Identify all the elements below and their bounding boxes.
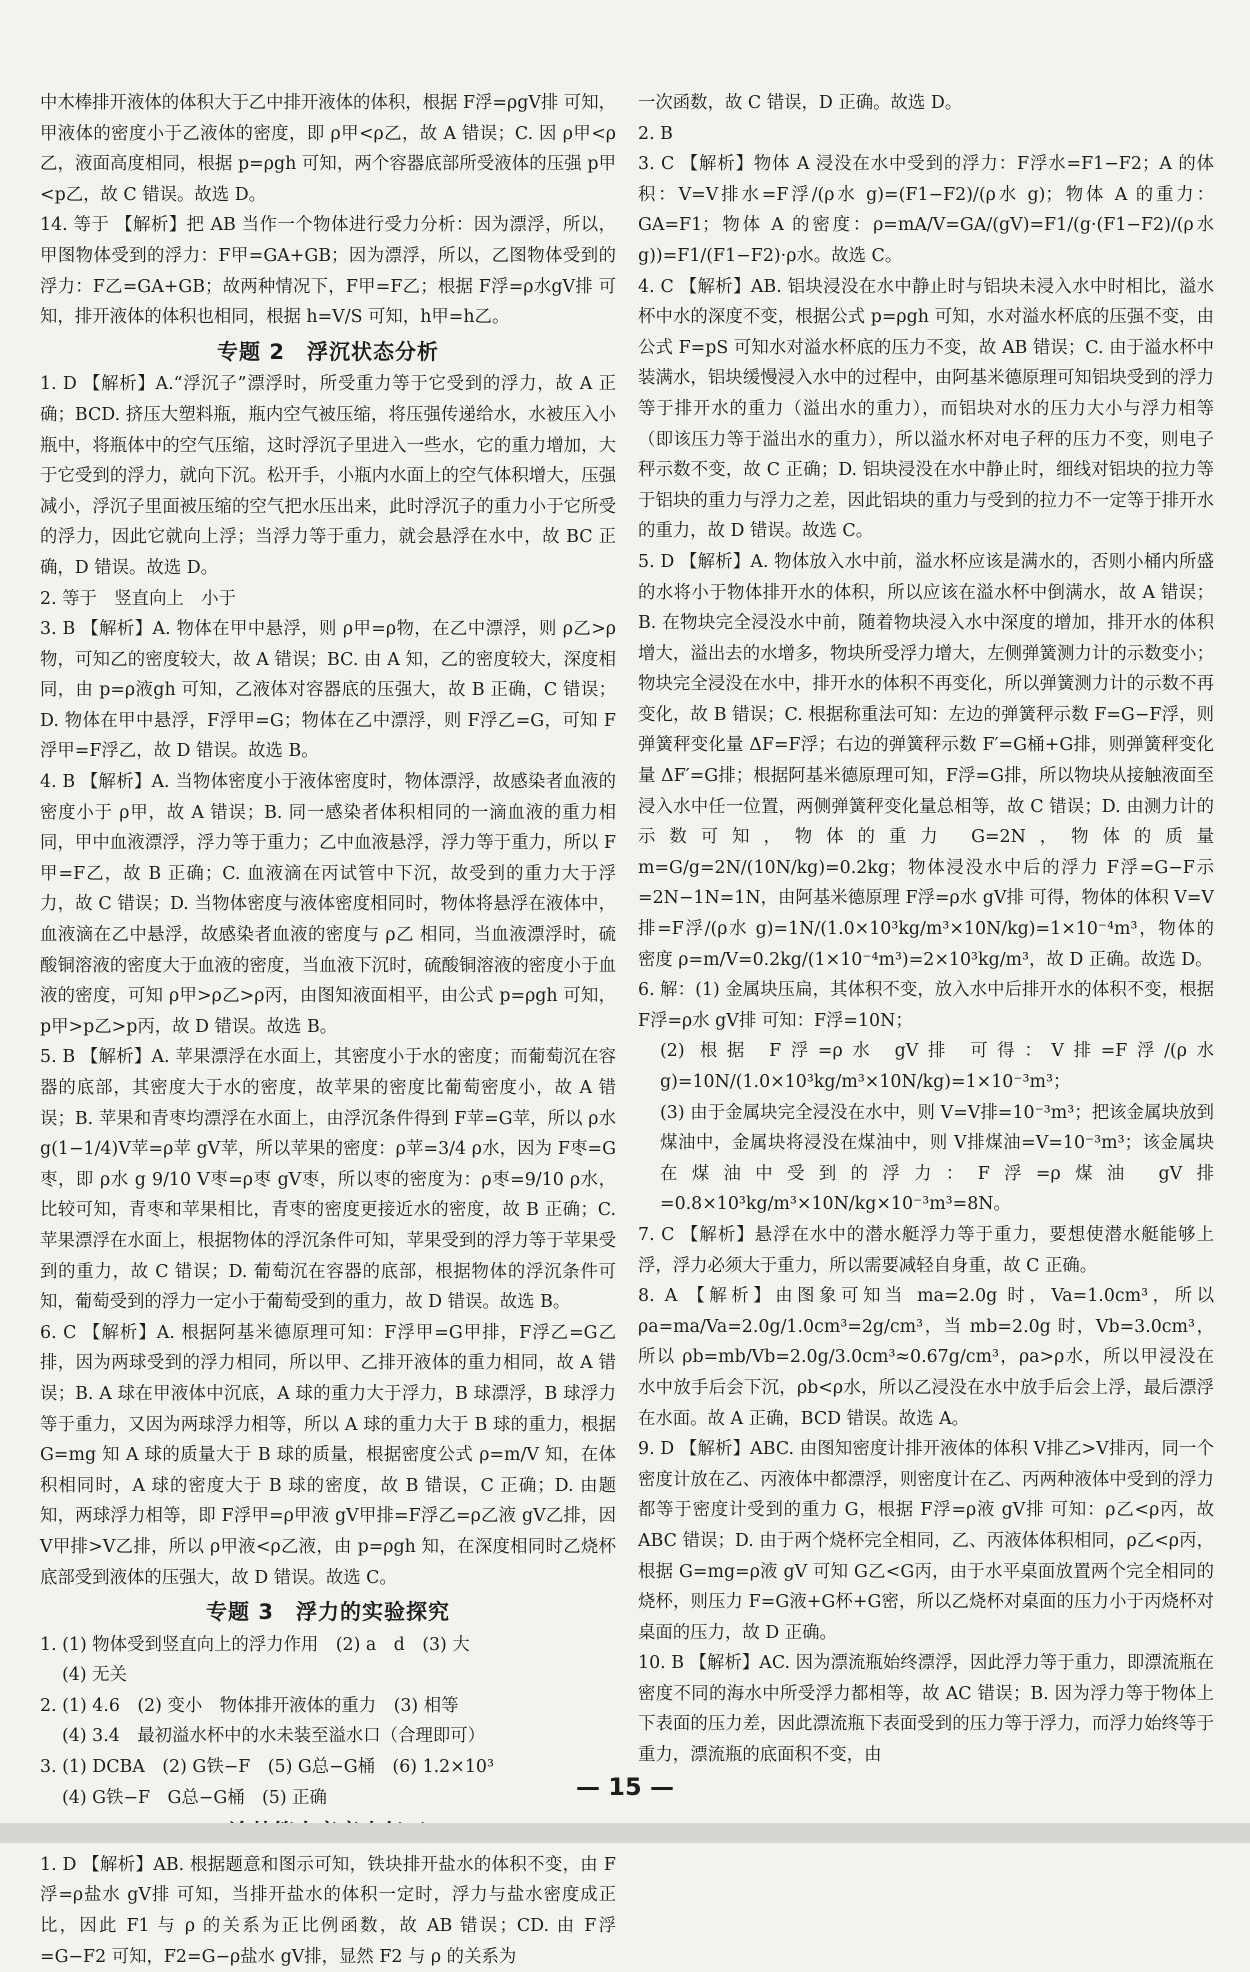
answer-review-1-cont: 一次函数，故 C 错误，D 正确。故选 D。: [638, 93, 963, 113]
answer-topic3-2: 2. (1) 4.6 (2) 变小 物体排开液体的重力 (3) 相等: [40, 1695, 459, 1716]
answer-topic2-2: 2. 等于 竖直向上 小于: [40, 588, 237, 609]
paragraph-continued: 中木棒排开液体的体积大于乙中排开液体的体积，根据 F浮=ρgV排 可知，甲液体的密度小于乙液体的密度，即 ρ甲<ρ乙，故 A 错误；C. 因 ρ甲<ρ乙，液面高度相同，根据 p=ρgh 可知，两个容器底部所受液体的压强 p甲<p乙，故 C 错误。故选 D。: [40, 93, 616, 205]
answer-review-3: 3. C 【解析】物体 A 浸没在水中受到的浮力：F浮水=F1−F2；A 的体积：V=V排水=F浮/(ρ水 g)=(F1−F2)/(ρ水 g)；物体 A 的重力：GA=F1；物体 A 的密度：ρ=mA/V=GA/(gV)=F1/(g·(F1−F2)/(ρ水 g))=F1/(F1−F2)·ρ水。故选 C。: [638, 154, 1214, 266]
scan-edge-strip: [0, 1823, 1250, 1843]
answer-topic2-5: 5. B 【解析】A. 苹果漂浮在水面上，其密度小于水的密度；而葡萄沉在容器的底部，其密度大于水的密度，故苹果的密度比葡萄密度小，故 A 错误；B. 苹果和青枣均漂浮在水面上，由浮沉条件得到 F苹=G苹，所以 ρ水 g(1−1/4)V苹=ρ苹 gV苹，所以苹果的密度：ρ苹=3/4 ρ水，因为 F枣=G枣，即 ρ水 g 9/10 V枣=ρ枣 gV枣，所以枣的密度为：ρ枣=9/10 ρ水，比较可知，青枣和苹果相比，青枣的密度更接近水的密度，故 B 正确；C. 苹果漂浮在水面上，根据物体的浮沉条件可知，苹果受到的浮力等于苹果受到的重力，故 C 错误；D. 葡萄沉在容器的底部，根据物体的浮沉条件可知，葡萄受到的浮力一定小于葡萄受到的重力，故 D 错误。故选 B。: [40, 1047, 616, 1313]
answer-14: 14. 等于 【解析】把 AB 当作一个物体进行受力分析：因为漂浮，所以，甲图物体受到的浮力：F甲=GA+GB；因为漂浮，所以，乙图物体受到的浮力：F乙=GA+GB；故两种情况下，F甲=F乙；根据 F浮=ρ水gV排 可知，排开液体的体积也相同，根据 h=V/S 可知，h甲=h乙。: [40, 215, 616, 328]
answer-topic2-4: 4. B 【解析】A. 当物体密度小于液体密度时，物体漂浮，故感染者血液的密度小于 ρ甲，故 A 错误；B. 同一感染者体积相同的一滴血液的重力相同，甲中血液漂浮，浮力等于重力；乙中血液悬浮，浮力等于重力，所以 F甲=F乙，故 B 正确；C. 血液滴在丙试管中下沉，故受到的重力大于浮力，故 C 错误；D. 当物体密度与液体密度相同时，物体将悬浮在液体中，血液滴在乙中悬浮，故感染者血液的密度与 ρ乙 相同，当血液漂浮时，硫酸铜溶液的密度大于血液的密度，当血液下沉时，硫酸铜溶液的密度小于血液的密度，可知 ρ甲>ρ乙>ρ丙，由图知液面相平，由公式 p=ρgh 可知，p甲>p乙>p丙，故 D 错误。故选 B。: [40, 772, 616, 1037]
section-title-topic-3: 专题 3 浮力的实验探究: [206, 1600, 450, 1625]
answer-topic3-1-cont: (4) 无关: [62, 1665, 127, 1686]
right-column: [638, 88, 1214, 1771]
page-number: — 15 —: [575, 1773, 675, 1801]
answer-review-4: 4. C 【解析】AB. 铝块浸没在水中静止时与铝块未浸入水中时相比，溢水杯中水的深度不变，根据公式 p=ρgh 可知，水对溢水杯底的压强不变，由公式 F=pS 可知水对溢水杯底的压力不变，故 AB 错误；C. 由于溢水杯中装满水，铝块缓慢浸入水中的过程中，由阿基米德原理可知铝块受到的浮力等于排开水的重力（溢出水的重力），而铝块对水的压力大小与浮力相等（即该压力等于溢出水的重力），所以溢水杯对电子秤的压力不变，则电子秤示数不变，故 C 正确；D. 铝块浸没在水中静止时，细线对铝块的拉力等于铝块的重力与浮力之差，因此铝块的重力与受到的拉力不一定等于排开水的重力，故 D 错误。故选 C。: [638, 276, 1214, 542]
answer-topic2-3: 3. B 【解析】A. 物体在甲中悬浮，则 ρ甲=ρ物，在乙中漂浮，则 ρ乙>ρ物，可知乙的密度较大，故 A 错误；BC. 由 A 知，乙的密度较大，深度相同，由 p=ρ液gh 可知，乙液体对容器底的压强大，故 B 正确，C 错误；D. 物体在甲中悬浮，F浮甲=G；物体在乙中漂浮，则 F浮乙=G，可知 F浮甲=F浮乙，故 D 错误。故选 B。: [40, 619, 616, 762]
answer-review-6: 6. 解：(1) 金属块压扁，其体积不变，放入水中后排开水的体积不变，根据 F浮=ρ水 gV排 可知：F浮=10N；: [638, 980, 1214, 1031]
answer-topic2-1: 1. D 【解析】A.“浮沉子”漂浮时，所受重力等于它受到的浮力，故 A 正确；BCD. 挤压大塑料瓶，瓶内空气被压缩，将压强传递给水，水被压入小瓶中，将瓶体中的空气压缩，这时浮沉子里进入一些水，它的重力增加，大于它受到的浮力，就向下沉。松开手，小瓶内水面上的空气体积增大，压强减小，浮沉子里面被压缩的空气把水压出来，此时浮沉子的重力小于它所受的浮力，因此它就向上浮；当浮力等于重力，就会悬浮在水中，故 BC 正确，D 错误。故选 D。: [40, 374, 616, 578]
answer-review-8: 8. A 【解析】由图象可知当 ma=2.0g 时，Va=1.0cm³，所以 ρa=ma/Va=2.0g/1.0cm³=2g/cm³，当 mb=2.0g 时，Vb=3.0cm³，所以 ρb=mb/Vb=2.0g/3.0cm³≈0.67g/cm³，ρa>ρ水，所以甲浸没在水中放手后会下沉，ρb<ρ水，所以乙浸没在水中放手后会上浮，最后漂浮在水面。故 A 正确，BCD 错误。故选 A。: [638, 1286, 1214, 1429]
answer-review-10: 10. B 【解析】AC. 因为漂流瓶始终漂浮，因此浮力等于重力，即漂流瓶在密度不同的海水中所受浮力都相等，故 AC 错误；B. 因为浮力等于物体上下表面的压力差，因此漂流瓶下表面受到的压力等于浮力，而浮力始终等于重力，漂流瓶的底面积不变，由: [638, 1653, 1214, 1766]
answer-topic3-3: 3. (1) DCBA (2) G铁−F (5) G总−G桶 (6) 1.2×10³: [40, 1757, 494, 1778]
answer-topic3-3-cont: (4) G铁−F G总−G桶 (5) 正确: [62, 1787, 327, 1808]
answer-review-6-part2: (2) 根据 F浮=ρ水 gV排 可得：V排=F浮/(ρ水 g)=10N/(1.0×10³kg/m³×10N/kg)=1×10⁻³m³；: [660, 1041, 1214, 1092]
answer-review-7: 7. C 【解析】悬浮在水中的潜水艇浮力等于重力，要想使潜水艇能够上浮，浮力必须大于重力，所以需要减轻自身重，故 C 正确。: [638, 1224, 1214, 1276]
answer-topic3-1: 1. (1) 物体受到竖直向上的浮力作用 (2) a d (3) 大: [40, 1634, 470, 1655]
section-title-topic-2: 专题 2 浮沉状态分析: [217, 339, 439, 364]
answer-topic2-6: 6. C 【解析】A. 根据阿基米德原理可知：F浮甲=G甲排，F浮乙=G乙排，因为两球受到的浮力相同，所以甲、乙排开液体的重力相同，故 A 错误；B. A 球在甲液体中沉底，A 球的重力大于浮力，B 球漂浮，B 球浮力等于重力，又因为两球浮力相等，所以 A 球的重力大于 B 球的重力，根据 G=mg 知 A 球的质量大于 B 球的质量，根据密度公式 ρ=m/V 知，在体积相同时，A 球的密度大于 B 球的密度，故 B 错误，C 正确；D. 由题知，两球浮力相等，即 F浮甲=ρ甲液 gV甲排=F浮乙=ρ乙液 gV乙排，因 V甲排>V乙排，所以 ρ甲液<ρ乙液，由 p=ρgh 知，在深度相同时乙烧杯底部受到液体的压强大，故 D 错误。故选 C。: [40, 1322, 616, 1588]
answer-review-1: 1. D 【解析】AB. 根据题意和图示可知，铁块排开盐水的体积不变，由 F浮=ρ盐水 gV排 可知，当排开盐水的体积一定时，浮力与盐水密度成正比，因此 F1 与 ρ 的关系为正比例函数，故 AB 错误；CD. 由 F浮=G−F2 可知，F2=G−ρ盐水 gV排，显然 F2 与 ρ 的关系为: [40, 1854, 616, 1967]
answer-review-5: 5. D 【解析】A. 物体放入水中前，溢水杯应该是满水的，否则小桶内所盛的水将小于物体排开水的体积，所以应该在溢水杯中倒满水，故 A 错误；B. 在物块完全浸没水中前，随着物块浸入水中深度的增加，排开水的体积增大，溢出去的水增多，物块所受浮力增大，左侧弹簧测力计的示数变小；物块完全浸没在水中，排开水的体积不再变化，所以弹簧测力计的示数不再变化，故 B 错误；C. 根据称重法可知：左边的弹簧秤示数 F=G−F浮，则弹簧秤变化量 ΔF=F浮；右边的弹簧秤示数 F′=G桶+G排，则弹簧秤变化量 ΔF′=G排；根据阿基米德原理可知，F浮=G排，所以物块从接触液面至浸入水中任一位置，两侧弹簧秤变化量总相等，故 C 错误；D. 由测力计的示数可知，物体的重力 G=2N，物体的质量 m=G/g=2N/(10N/kg)=0.2kg；物体浸没水中后的浮力 F浮=G−F示=2N−1N=1N，由阿基米德原理 F浮=ρ水 gV排 可得，物体的体积 V=V排=F浮/(ρ水 g)=1N/(1.0×10³kg/m³×10N/kg)=1×10⁻⁴m³，物体的密度 ρ=m/V=0.2kg/(1×10⁻⁴m³)=2×10³kg/m³，故 D 正确。故选 D。: [638, 551, 1214, 970]
answer-topic3-2-cont: (4) 3.4 最初溢水杯中的水未装至溢水口（合理即可）: [62, 1726, 486, 1747]
left-column: [40, 88, 616, 1972]
answer-review-6-part3: (3) 由于金属块完全浸没在水中，则 V=V排=10⁻³m³；把该金属块放到煤油中，金属块将浸没在煤油中，则 V排煤油=V=10⁻³m³；该金属块在煤油中受到的浮力：F浮=ρ煤油 gV排=0.8×10³kg/m³×10N/kg×10⁻³m³=8N。: [660, 1102, 1214, 1215]
answer-review-2: 2. B: [638, 123, 673, 144]
answer-review-9: 9. D 【解析】ABC. 由图知密度计排开液体的体积 V排乙>V排丙，同一个密度计放在乙、丙液体中都漂浮，则密度计在乙、丙两种液体中受到的浮力都等于密度计受到的重力 G，根据 F浮=ρ液 gV排 可知：ρ乙<ρ丙，故 ABC 错误；D. 由于两个烧杯完全相同，乙、丙液体体积相同，ρ乙<ρ丙，根据 G=mg=ρ液 gV 可知 G乙<G丙，由于水平桌面放置两个完全相同的烧杯，则压力 F=G液+G杯+G密，所以乙烧杯对桌面的压力小于丙烧杯对桌面的压力，故 D 正确。: [638, 1439, 1214, 1643]
